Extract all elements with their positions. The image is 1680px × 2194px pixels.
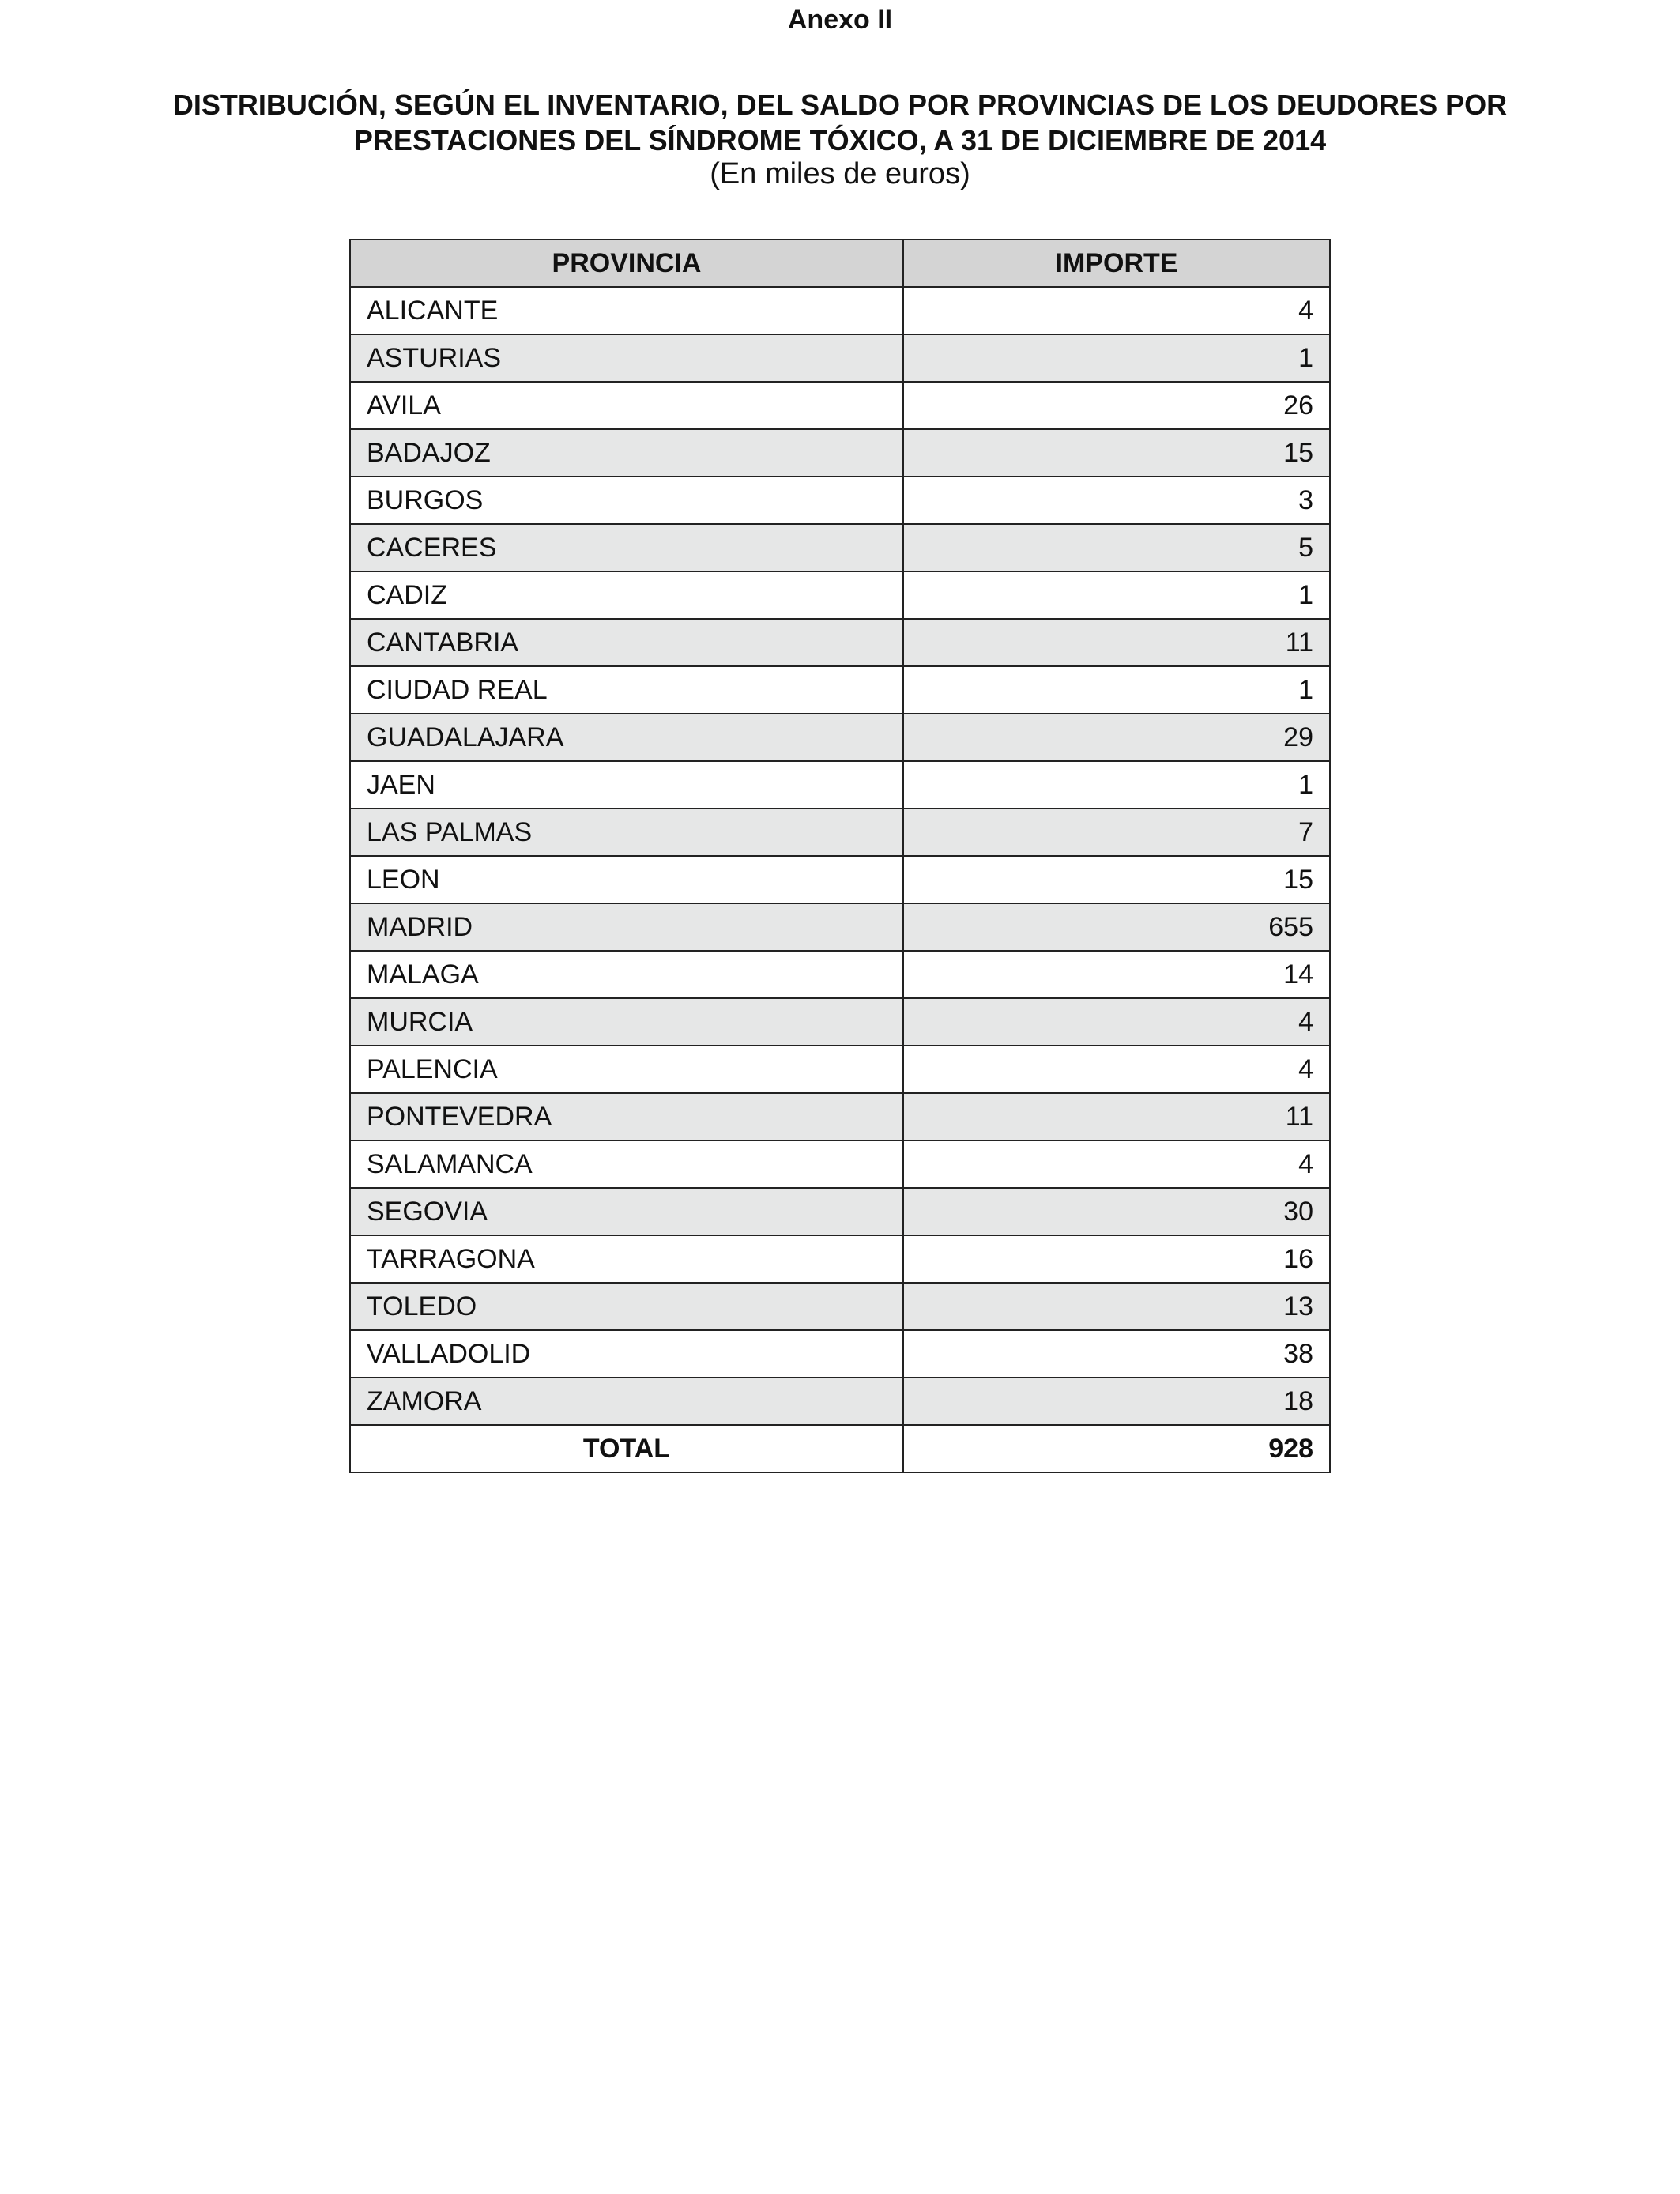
table-row bbox=[350, 1330, 1330, 1378]
amount-cell: 11 bbox=[903, 619, 1330, 666]
table-row bbox=[350, 761, 1330, 809]
amount-cell: 1 bbox=[903, 761, 1330, 809]
table-row bbox=[350, 856, 1330, 903]
amount-cell: 15 bbox=[903, 429, 1330, 477]
amount-cell: 30 bbox=[903, 1188, 1330, 1235]
amount-cell: 3 bbox=[903, 477, 1330, 524]
column-header-importe: IMPORTE bbox=[903, 239, 1330, 287]
province-cell: LAS PALMAS bbox=[350, 809, 903, 856]
province-cell: VALLADOLID bbox=[350, 1330, 903, 1378]
province-cell: GUADALAJARA bbox=[350, 714, 903, 761]
province-cell: CADIZ bbox=[350, 571, 903, 619]
table-row bbox=[350, 571, 1330, 619]
amount-cell: 655 bbox=[903, 903, 1330, 951]
province-cell: ZAMORA bbox=[350, 1378, 903, 1425]
amount-cell: 1 bbox=[903, 334, 1330, 382]
province-cell: CACERES bbox=[350, 524, 903, 571]
province-cell: MURCIA bbox=[350, 998, 903, 1046]
amount-cell: 11 bbox=[903, 1093, 1330, 1140]
table-row bbox=[350, 619, 1330, 666]
amount-cell: 1 bbox=[903, 571, 1330, 619]
amount-cell: 7 bbox=[903, 809, 1330, 856]
total-row bbox=[350, 1425, 1330, 1472]
annex-label: Anexo II bbox=[787, 5, 893, 35]
province-cell: PALENCIA bbox=[350, 1046, 903, 1093]
amount-cell: 18 bbox=[903, 1378, 1330, 1425]
table-row bbox=[350, 334, 1330, 382]
province-cell: MALAGA bbox=[350, 951, 903, 998]
province-cell: ALICANTE bbox=[350, 287, 903, 334]
amount-cell: 15 bbox=[903, 856, 1330, 903]
table-row bbox=[350, 951, 1330, 998]
total-label: TOTAL bbox=[350, 1425, 903, 1472]
total-value: 928 bbox=[903, 1425, 1330, 1472]
province-cell: MADRID bbox=[350, 903, 903, 951]
header-row bbox=[350, 239, 1330, 287]
amount-cell: 4 bbox=[903, 1046, 1330, 1093]
province-balance-table bbox=[349, 239, 1331, 1473]
table-row bbox=[350, 287, 1330, 334]
province-cell: AVILA bbox=[350, 382, 903, 429]
province-cell: CANTABRIA bbox=[350, 619, 903, 666]
amount-cell: 4 bbox=[903, 998, 1330, 1046]
table-row bbox=[350, 903, 1330, 951]
table-row bbox=[350, 666, 1330, 714]
table-row bbox=[350, 1140, 1330, 1188]
title-line-2: PRESTACIONES DEL SÍNDROME TÓXICO, A 31 DE DICIEMBRE DE 2014 bbox=[353, 124, 1327, 156]
table-row bbox=[350, 1283, 1330, 1330]
table-row bbox=[350, 1046, 1330, 1093]
table-row bbox=[350, 429, 1330, 477]
amount-cell: 4 bbox=[903, 287, 1330, 334]
province-cell: LEON bbox=[350, 856, 903, 903]
province-cell: JAEN bbox=[350, 761, 903, 809]
amount-cell: 29 bbox=[903, 714, 1330, 761]
province-cell: SEGOVIA bbox=[350, 1188, 903, 1235]
table-row bbox=[350, 477, 1330, 524]
amount-cell: 14 bbox=[903, 951, 1330, 998]
province-cell: PONTEVEDRA bbox=[350, 1093, 903, 1140]
amount-cell: 38 bbox=[903, 1330, 1330, 1378]
amount-cell: 1 bbox=[903, 666, 1330, 714]
table-header bbox=[350, 239, 1330, 287]
amount-cell: 4 bbox=[903, 1140, 1330, 1188]
table-row bbox=[350, 382, 1330, 429]
table-row bbox=[350, 1235, 1330, 1283]
document-title bbox=[0, 87, 1680, 158]
province-cell: TOLEDO bbox=[350, 1283, 903, 1330]
table-row bbox=[350, 1188, 1330, 1235]
province-cell: BADAJOZ bbox=[350, 429, 903, 477]
table-row bbox=[350, 524, 1330, 571]
province-cell: TARRAGONA bbox=[350, 1235, 903, 1283]
province-cell: ASTURIAS bbox=[350, 334, 903, 382]
table-body bbox=[350, 287, 1330, 1472]
column-header-provincia: PROVINCIA bbox=[350, 239, 903, 287]
province-cell: BURGOS bbox=[350, 477, 903, 524]
table-row bbox=[350, 714, 1330, 761]
table-row bbox=[350, 1378, 1330, 1425]
amount-cell: 16 bbox=[903, 1235, 1330, 1283]
table-row bbox=[350, 998, 1330, 1046]
table-row bbox=[350, 809, 1330, 856]
province-cell: CIUDAD REAL bbox=[350, 666, 903, 714]
units-note: (En miles de euros) bbox=[710, 157, 970, 190]
province-cell: SALAMANCA bbox=[350, 1140, 903, 1188]
table-row bbox=[350, 1093, 1330, 1140]
title-line-1: DISTRIBUCIÓN, SEGÚN EL INVENTARIO, DEL SALDO POR PROVINCIAS DE LOS DEUDORES POR bbox=[172, 89, 1508, 121]
amount-cell: 5 bbox=[903, 524, 1330, 571]
amount-cell: 26 bbox=[903, 382, 1330, 429]
amount-cell: 13 bbox=[903, 1283, 1330, 1330]
